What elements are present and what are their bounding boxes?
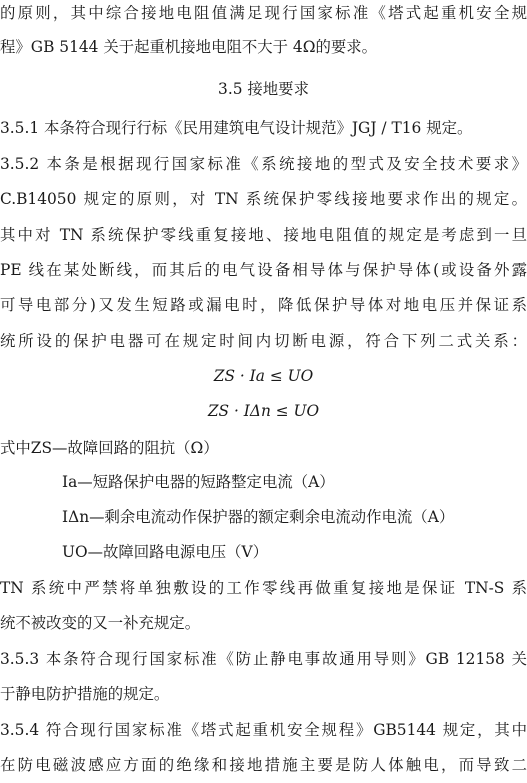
paragraph-line: 在防电磁波感应方面的绝缘和接地措施主要是防人体触电，而导致二 xyxy=(0,756,527,774)
clause-line: 3.5.3 本条符合现行国家标准《防止静电事故通用导则》GB 12158 关 xyxy=(0,650,527,668)
definition-line: Ia—短路保护电器的短路整定电流（A） xyxy=(62,473,335,491)
clause-line: 3.5.2 本条是根据现行国家标准《系统接地的型式及安全技术要求》 xyxy=(0,155,527,173)
paragraph-line: 的原则，其中综合接地电阻值满足现行国家标准《塔式起重机安全规 xyxy=(0,4,527,22)
paragraph-line: 统不被改变的又一补充规定。 xyxy=(0,614,201,632)
paragraph-line: 其中对 TN 系统保护零线重复接地、接地电阻值的规定是考虑到一旦 xyxy=(0,226,527,244)
paragraph-line: PE 线在某处断线，而其后的电气设备相导体与保护导体(或设备外露 xyxy=(0,261,527,279)
paragraph-line: C.B14050 规定的原则，对 TN 系统保护零线接地要求作出的规定。 xyxy=(0,190,527,208)
formula-1: ZS · Ia ≤ UO xyxy=(213,367,314,385)
clause-line: 3.5.4 符合现行国家标准《塔式起重机安全规程》GB5144 规定，其中 xyxy=(0,721,527,739)
section-heading: 3.5 接地要求 xyxy=(218,80,309,98)
formula-2: ZS · IΔn ≤ UO xyxy=(207,402,320,420)
clause-line: 3.5.1 本条符合现行行标《民用建筑电气设计规范》JGJ / T16 规定。 xyxy=(0,119,473,137)
definition-line: UO—故障回路电源电压（V） xyxy=(62,543,269,561)
paragraph-line: 统所设的保护电器可在规定时间内切断电源，符合下列二式关系： xyxy=(0,332,527,350)
definition-line: 式中ZS—故障回路的阻抗（Ω） xyxy=(0,439,219,457)
paragraph-line: 程》GB 5144 关于起重机接地电阻不大于 4Ω的要求。 xyxy=(0,38,378,56)
paragraph-line: TN 系统中严禁将单独敷设的工作零线再做重复接地是保证 TN-S 系 xyxy=(0,579,527,597)
paragraph-line: 于静电防护措施的规定。 xyxy=(0,685,170,703)
definition-line: IΔn—剩余电流动作保护器的额定剩余电流动作电流（A） xyxy=(62,508,455,526)
paragraph-line: 可导电部分)又发生短路或漏电时，降低保护导体对地电压并保证系 xyxy=(0,296,527,314)
